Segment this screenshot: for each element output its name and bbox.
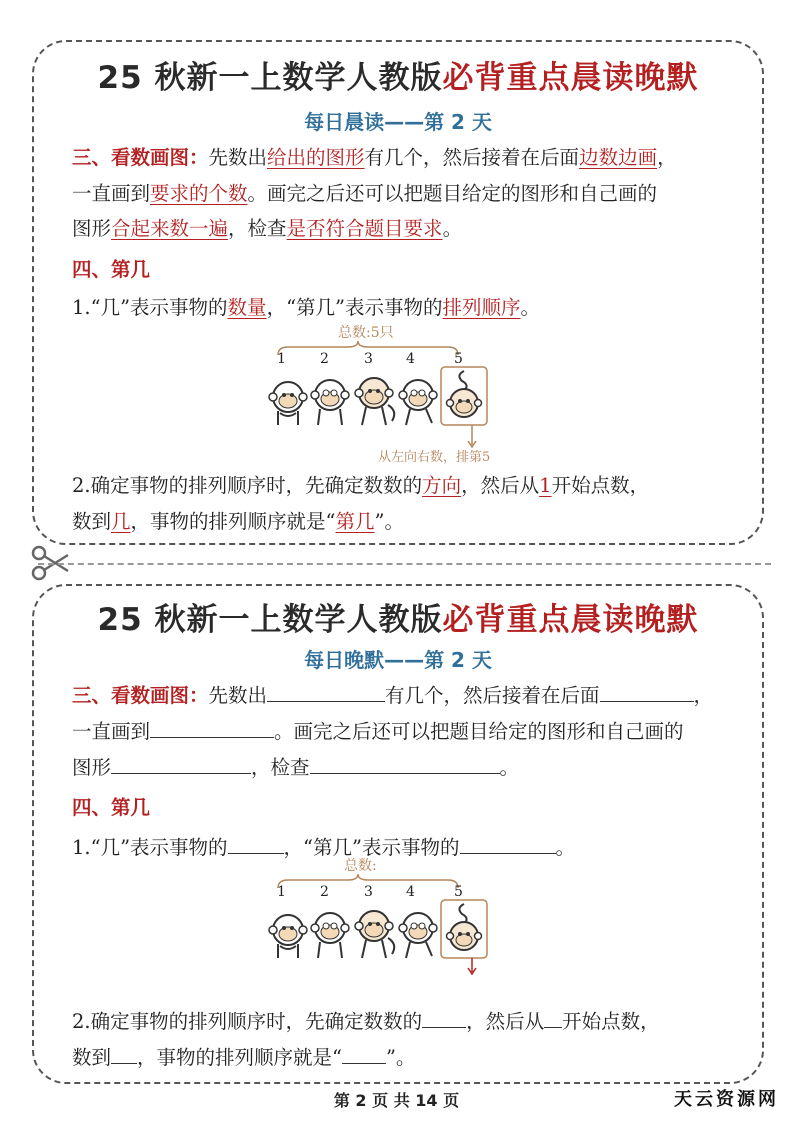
card-subtitle: 每日晨读——第 2 天 xyxy=(304,110,492,134)
answer-blank[interactable] xyxy=(460,837,556,854)
answer-blank[interactable] xyxy=(422,1011,466,1028)
answer-blank[interactable] xyxy=(228,837,284,854)
section-3-line-1: 三、看数画图：先数出 有几个，然后接着在后面 ， xyxy=(72,684,714,707)
monkey-icon xyxy=(355,378,394,425)
monkey-icon xyxy=(269,915,307,958)
point-1-line: 1.“几”表示事物的 ，“第几”表示事物的 。 xyxy=(72,836,576,859)
figure-number-3: 3 xyxy=(364,884,373,900)
monkey-icon xyxy=(399,913,437,958)
answer-blank[interactable] xyxy=(310,757,500,774)
monkey-icon xyxy=(447,904,482,950)
figure-number-5: 5 xyxy=(454,884,463,900)
figure-direction-note: 从左向右数，排第5 xyxy=(378,450,491,465)
monkey-icon xyxy=(311,913,349,958)
section-3-line-2: 一直画到 。画完之后还可以把题目给定的图形和自己画的 xyxy=(72,720,684,743)
answer-blank[interactable] xyxy=(267,685,385,702)
monkey-icon xyxy=(355,911,394,958)
section-3-line-3: 图形 ，检查 。 xyxy=(72,756,520,779)
answer-blank[interactable] xyxy=(111,757,251,774)
section-3-line-3: 图形合起来数一遍，检查是否符合题目要求。 xyxy=(72,217,463,240)
answer-blank[interactable] xyxy=(150,721,274,738)
point-2-line-1: 2.确定事物的排列顺序时，先确定数数的 ，然后从 开始点数， xyxy=(72,1010,660,1033)
answer-blank[interactable] xyxy=(600,685,694,702)
monkey-icon xyxy=(269,382,307,425)
section-3-line-1: 三、看数画图：先数出给出的图形有几个，然后接着在后面边数边画， xyxy=(72,146,677,169)
card-title: 25 秋新一上数学人教版必背重点晨读晚默 xyxy=(97,602,699,638)
figure-total-label: 总数: xyxy=(344,858,377,874)
cut-line xyxy=(38,563,771,565)
figure-number-1: 1 xyxy=(277,884,286,900)
point-2-line-2: 数到几，事物的排列顺序就是“第几”。 xyxy=(72,510,405,533)
figure-number-1: 1 xyxy=(277,351,286,367)
evening-card xyxy=(32,584,764,1084)
point-2-line-1: 2.确定事物的排列顺序时，先确定数数的方向，然后从1开始点数， xyxy=(72,474,650,497)
figure-number-4: 4 xyxy=(406,884,415,900)
figure-number-4: 4 xyxy=(406,351,415,367)
monkeys-figure xyxy=(258,325,558,465)
figure-number-2: 2 xyxy=(320,351,329,367)
figure-number-2: 2 xyxy=(320,884,329,900)
answer-blank[interactable] xyxy=(342,1047,386,1064)
answer-blank[interactable] xyxy=(544,1011,562,1028)
point-1-line: 1.“几”表示事物的数量，“第几”表示事物的排列顺序。 xyxy=(72,296,541,319)
section-3-line-2: 一直画到要求的个数。画完之后还可以把题目给定的图形和自己画的 xyxy=(72,182,658,205)
answer-blank[interactable] xyxy=(111,1047,137,1064)
morning-card xyxy=(32,40,764,545)
monkeys-figure xyxy=(258,858,558,978)
monkey-icon xyxy=(447,371,482,417)
monkey-icon xyxy=(399,380,437,425)
section-4-heading: 四、第几 xyxy=(72,258,151,281)
card-subtitle: 每日晚默——第 2 天 xyxy=(304,648,492,672)
section-4-heading: 四、第几 xyxy=(72,796,151,819)
figure-number-5: 5 xyxy=(454,351,463,367)
card-title: 25 秋新一上数学人教版必背重点晨读晚默 xyxy=(97,60,699,96)
page-number: 第 2 页 共 14 页 xyxy=(333,1091,460,1110)
point-2-line-2: 数到 ，事物的排列顺序就是“ ”。 xyxy=(72,1046,416,1069)
brand-watermark: 天云资源网 xyxy=(674,1089,779,1110)
figure-number-3: 3 xyxy=(364,351,373,367)
monkey-icon xyxy=(311,380,349,425)
figure-total-label: 总数:5只 xyxy=(338,325,394,341)
